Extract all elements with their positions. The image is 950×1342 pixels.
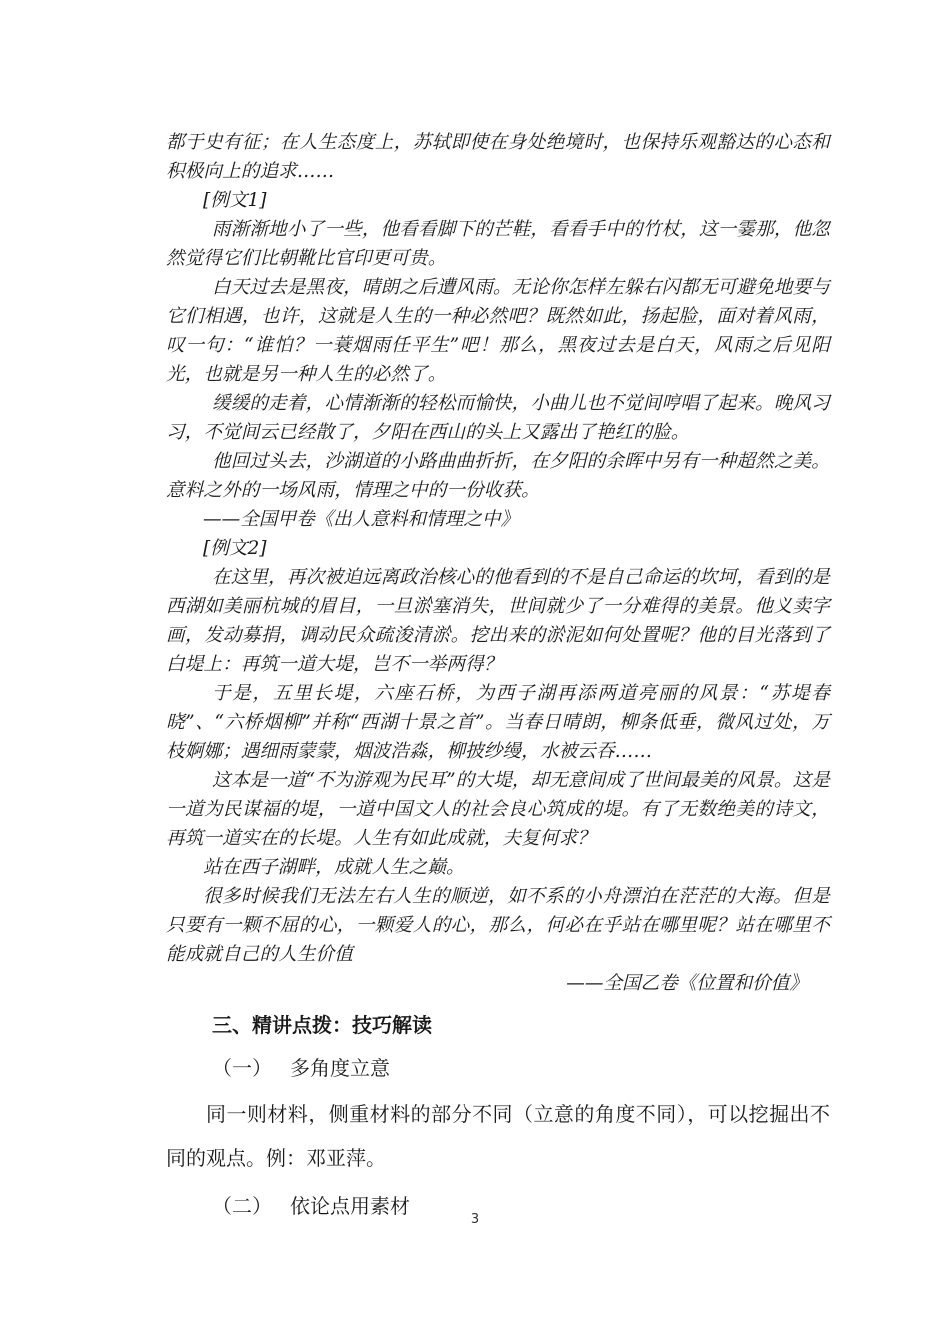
example2-paragraph-4: 站在西子湖畔，成就人生之巅。 — [203, 857, 465, 878]
page-number: 3 — [470, 1212, 480, 1227]
page-content — [166, 128, 830, 1224]
example1-paragraph-4: 他回过头去，沙湖道的小路曲曲折折，在夕阳的余晖中另有一种超然之美。意料之外的一场风雨，情理之中的一份收获。 — [166, 451, 830, 501]
example1-paragraph-3: 缓缓的走着，心情渐渐的轻松而愉快，小曲儿也不觉间哼唱了起来。晚风习习，不觉间云已经散了，夕阳在西山的头上又露出了艳红的脸。 — [166, 393, 830, 443]
example2-paragraph-5: 很多时候我们无法左右人生的顺逆，如不系的小舟漂泊在茫茫的大海。但是只要有一颗不屈的心，一颗爱人的心，那么，何必在乎站在哪里呢？站在哪里不能成就自己的人生价值 — [166, 886, 830, 965]
example2-paragraph-3: 这本是一道“不为游观为民耳”的大堤，却无意间成了世间最美的风景。这是一道为民谋福的堤，一道中国文人的社会良心筑成的堤。有了无数绝美的诗文，再筑一道实在的长堤。人生有如此成就，夫复何求？ — [166, 770, 830, 849]
subsection-2-number: （二） — [212, 1194, 272, 1218]
subsection-1-title: 多角度立意 — [290, 1056, 390, 1080]
subsection-1-heading — [166, 1050, 830, 1086]
example2-paragraph-2: 于是，五里长堤，六座石桥，为西子湖再添两道亮丽的风景：“苏堤春晓”、“六桥烟柳”并称“西湖十景之首”。当春日晴朗，柳条低垂，微风过处，万枝婀娜；遇细雨蒙蒙，烟波浩淼，柳披纱缦，水被云吞…… — [166, 683, 830, 762]
example1-source: ——全国甲卷《出人意料和情理之中》 — [203, 509, 520, 530]
subsection-2-title: 依论点用素材 — [290, 1194, 410, 1218]
subsection-1-number: （一） — [212, 1056, 272, 1080]
example2-label: [例文2] — [203, 538, 267, 559]
example1-label: [例文1] — [203, 190, 267, 211]
example2-paragraph-1: 在这里，再次被迫远离政治核心的他看到的不是自己命运的坎坷，看到的是西湖如美丽杭城的眉目，一旦淤塞消失，世间就少了一分难得的美景。他义卖字画，发动募捐，调动民众疏浚清淤。挖出来的淤泥如何处置呢？他的目光落到了白堤上：再筑一道大堤，岂不一举两得？ — [166, 567, 830, 675]
example1-paragraph-2: 白天过去是黑夜，晴朗之后遭风雨。无论你怎样左躲右闪都无可避免地要与它们相遇，也许，这就是人生的一种必然吧？既然如此，扬起脸，面对着风雨，叹一句：“谁怕？一蓑烟雨任平生”吧！那么，黑夜过去是白天，风雨之后见阳光，也就是另一种人生的必然了。 — [166, 277, 830, 385]
section-heading: 三、精讲点拨：技巧解读 — [212, 1013, 432, 1037]
example1-paragraph-1: 雨渐渐地小了一些，他看看脚下的芒鞋，看看手中的竹杖，这一霎那，他忽然觉得它们比朝靴比官印更可贵。 — [166, 219, 830, 269]
subsection-1-body: 同一则材料，侧重材料的部分不同（立意的角度不同），可以挖掘出不同的观点。例：邓亚萍。 — [166, 1102, 830, 1170]
example2-source: ——全国乙卷《位置和价值》 — [566, 973, 808, 994]
intro-paragraph: 都于史有征；在人生态度上，苏轼即使在身处绝境时，也保持乐观豁达的心态和积极向上的追求…… — [166, 132, 830, 182]
